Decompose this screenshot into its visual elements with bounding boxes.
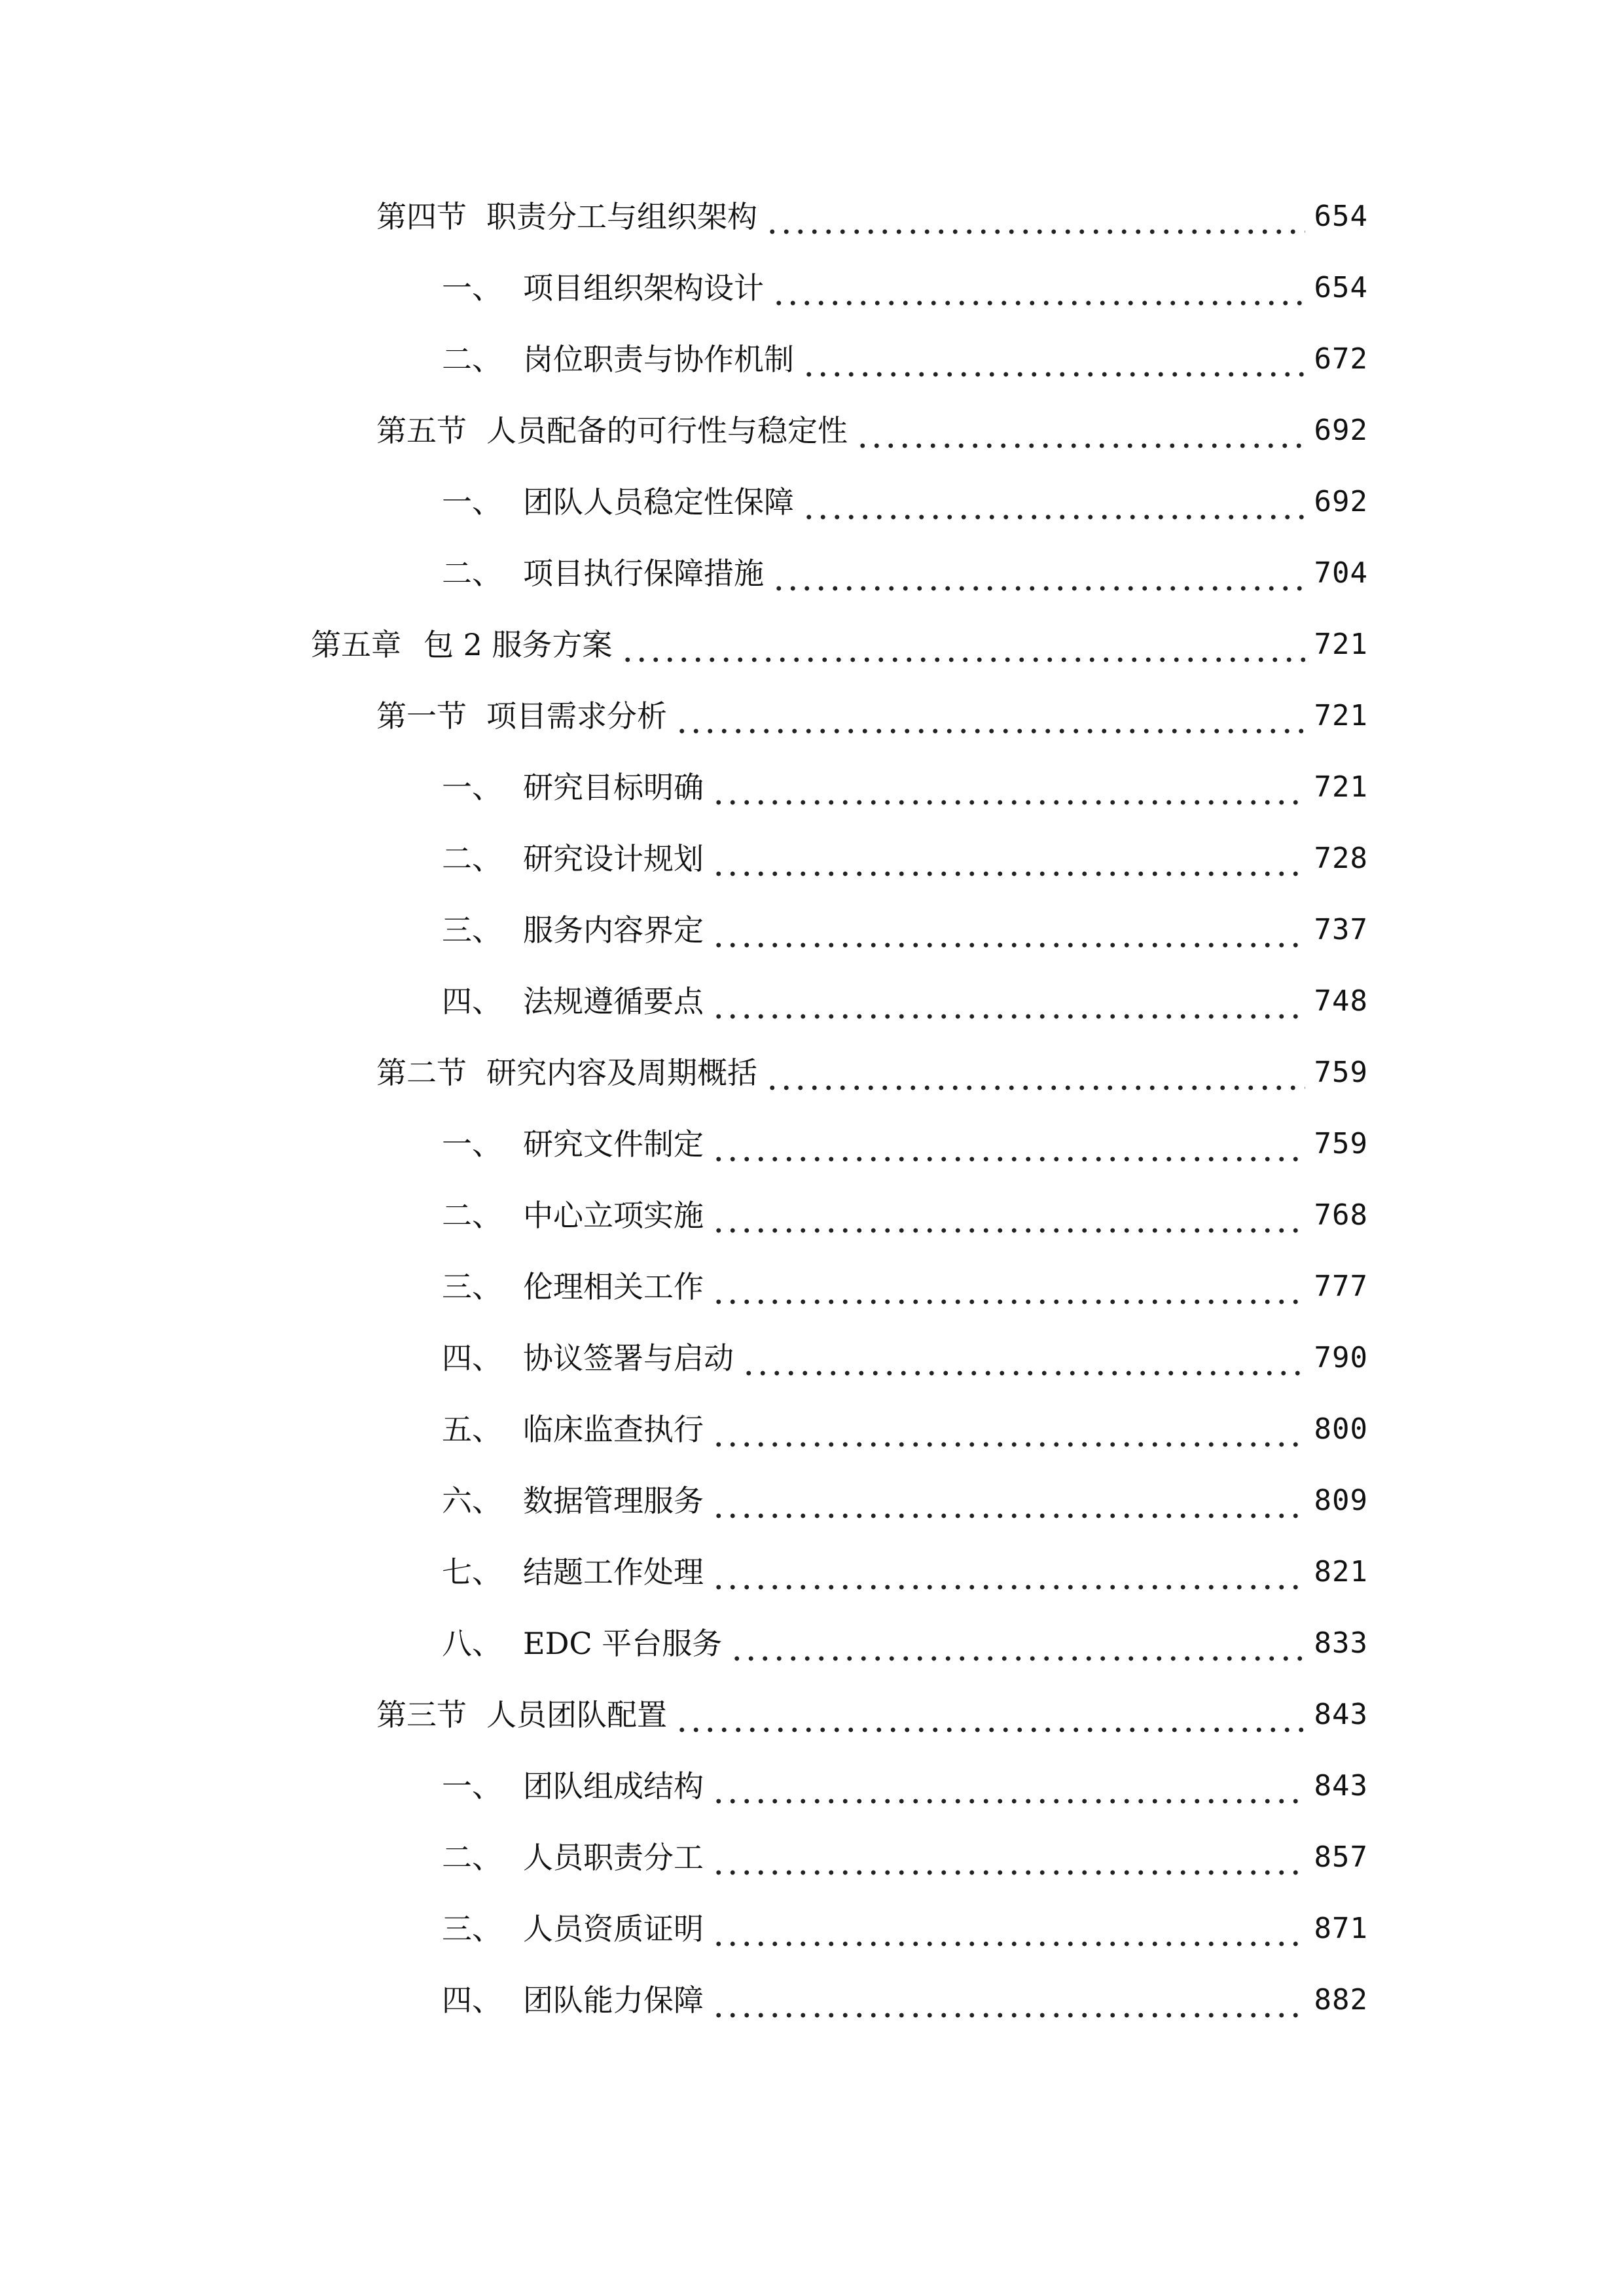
toc-entry-number: 八、 <box>442 1626 502 1661</box>
toc-entry[interactable] <box>442 910 1368 950</box>
toc-entry-page-number: 728 <box>1314 842 1368 875</box>
dot-leader <box>802 340 1305 379</box>
dot-leader <box>765 197 1305 236</box>
toc-entry-number: 一、 <box>442 270 502 306</box>
toc-entry-number: 第二节 <box>376 1055 467 1090</box>
dot-leader <box>712 1410 1305 1449</box>
dot-leader <box>712 1838 1305 1877</box>
toc-entry-title: 结题工作处理 <box>523 1554 704 1590</box>
toc-entry-page-number: 721 <box>1314 770 1368 804</box>
toc-entry-number: 第四节 <box>376 199 467 234</box>
toc-entry-page-number: 857 <box>1314 1840 1368 1874</box>
toc-entry-title: 研究设计规划 <box>523 841 704 876</box>
toc-entry[interactable] <box>442 768 1368 807</box>
toc-entry-page-number: 777 <box>1314 1270 1368 1303</box>
dot-leader <box>675 1695 1305 1734</box>
toc-entry-number: 四、 <box>442 984 502 1019</box>
dot-leader <box>712 1981 1305 2020</box>
dot-leader <box>712 910 1305 950</box>
toc-entry-number: 二、 <box>442 1198 502 1233</box>
toc-entry-title: 中心立项实施 <box>523 1198 704 1233</box>
toc-entry-page-number: 654 <box>1314 271 1368 304</box>
toc-entry-title: 人员资质证明 <box>523 1911 704 1946</box>
toc-entry-title: 伦理相关工作 <box>523 1269 704 1304</box>
toc-entry-title: 项目需求分析 <box>486 698 667 734</box>
toc-entry-number: 一、 <box>442 1768 502 1804</box>
toc-entry-title: 临床监查执行 <box>523 1412 704 1447</box>
toc-entry-page-number: 790 <box>1314 1341 1368 1374</box>
toc-entry-number: 第五章 <box>311 627 401 662</box>
toc-entry-title: 研究目标明确 <box>523 770 704 805</box>
dot-leader <box>712 768 1305 807</box>
toc-entry[interactable] <box>442 1410 1368 1449</box>
toc-entry-title: 团队能力保障 <box>523 1982 704 2018</box>
dot-leader <box>712 1909 1305 1948</box>
toc-entry-number: 第五节 <box>376 413 467 448</box>
dot-leader <box>712 982 1305 1021</box>
toc-entry[interactable] <box>442 982 1368 1021</box>
toc-entry-title: 团队人员稳定性保障 <box>523 484 794 520</box>
toc-entry-title: 法规遵循要点 <box>523 984 704 1019</box>
toc-entry-number: 二、 <box>442 1840 502 1875</box>
toc-entry-number: 三、 <box>442 912 502 948</box>
toc-entry-title: 人员配备的可行性与稳定性 <box>486 413 848 448</box>
toc-entry[interactable] <box>442 268 1368 308</box>
toc-entry-number: 七、 <box>442 1554 502 1590</box>
dot-leader <box>742 1338 1305 1378</box>
dot-leader <box>675 696 1305 736</box>
toc-entry-number: 六、 <box>442 1483 502 1518</box>
toc-entry-page-number: 768 <box>1314 1198 1368 1232</box>
toc-entry-title: 人员团队配置 <box>486 1697 667 1732</box>
toc-entry-title: 团队组成结构 <box>523 1768 704 1804</box>
toc-entry-number: 二、 <box>442 841 502 876</box>
toc-entry-number: 第三节 <box>376 1697 467 1732</box>
toc-entry-number: 二、 <box>442 556 502 591</box>
toc-entry-title: 服务内容界定 <box>523 912 704 948</box>
toc-entry[interactable] <box>442 1267 1368 1306</box>
dot-leader <box>712 1552 1305 1592</box>
toc-entry-page-number: 800 <box>1314 1412 1368 1446</box>
toc-entry-page-number: 737 <box>1314 913 1368 946</box>
toc-entry-page-number: 672 <box>1314 342 1368 376</box>
toc-entry[interactable] <box>442 839 1368 878</box>
toc-entry-number: 三、 <box>442 1269 502 1304</box>
dot-leader <box>712 1481 1305 1520</box>
toc-entry-page-number: 759 <box>1314 1127 1368 1160</box>
dot-leader <box>712 839 1305 878</box>
toc-entry[interactable] <box>442 340 1368 379</box>
toc-entry[interactable] <box>442 1196 1368 1235</box>
dot-leader <box>765 1053 1305 1092</box>
toc-entry[interactable] <box>442 554 1368 593</box>
dot-leader <box>712 1196 1305 1235</box>
toc-entry[interactable] <box>376 1053 1368 1092</box>
dot-leader <box>712 1267 1305 1306</box>
toc-entry[interactable] <box>442 1124 1368 1164</box>
toc-entry[interactable] <box>442 1624 1368 1663</box>
toc-entry-title: 岗位职责与协作机制 <box>523 342 794 377</box>
toc-entry-title: 项目执行保障措施 <box>523 556 764 591</box>
toc-entry[interactable] <box>442 1338 1368 1378</box>
toc-entry-title: 职责分工与组织架构 <box>486 199 757 234</box>
toc-entry[interactable] <box>442 1767 1368 1806</box>
toc-entry-page-number: 721 <box>1314 699 1368 732</box>
toc-entry-number: 一、 <box>442 1126 502 1162</box>
toc-entry[interactable] <box>311 625 1368 664</box>
dot-leader <box>712 1767 1305 1806</box>
toc-entry-page-number: 748 <box>1314 984 1368 1018</box>
dot-leader <box>772 268 1305 308</box>
toc-entry-number: 二、 <box>442 342 502 377</box>
toc-entry-page-number: 843 <box>1314 1769 1368 1803</box>
toc-entry-page-number: 843 <box>1314 1698 1368 1731</box>
dot-leader <box>856 411 1305 450</box>
toc-entry[interactable] <box>442 1481 1368 1520</box>
dot-leader <box>772 554 1305 593</box>
toc-entry-number: 一、 <box>442 770 502 805</box>
toc-entry-page-number: 692 <box>1314 414 1368 447</box>
toc-entry-title: 人员职责分工 <box>523 1840 704 1875</box>
toc-entry-page-number: 871 <box>1314 1912 1368 1945</box>
toc-entry-title: 研究文件制定 <box>523 1126 704 1162</box>
toc-entry[interactable] <box>376 197 1368 236</box>
toc-entry-page-number: 833 <box>1314 1626 1368 1660</box>
toc-entry-number: 第一节 <box>376 698 467 734</box>
toc-entry-page-number: 654 <box>1314 200 1368 233</box>
toc-entry-page-number: 882 <box>1314 1983 1368 2017</box>
dot-leader <box>712 1124 1305 1164</box>
toc-entry-number: 三、 <box>442 1911 502 1946</box>
toc-entry-number: 五、 <box>442 1412 502 1447</box>
toc-entry-page-number: 809 <box>1314 1484 1368 1517</box>
toc-entry-title: 协议签署与启动 <box>523 1340 734 1376</box>
toc-entry[interactable] <box>442 1909 1368 1948</box>
dot-leader <box>730 1624 1305 1663</box>
toc-entry-title: 数据管理服务 <box>523 1483 704 1518</box>
toc-entry[interactable] <box>376 1695 1368 1734</box>
toc-entry-number: 四、 <box>442 1982 502 2018</box>
toc-entry-number: 四、 <box>442 1340 502 1376</box>
toc-entry-title: 研究内容及周期概括 <box>486 1055 757 1090</box>
toc-entry-page-number: 721 <box>1314 628 1368 661</box>
toc-entry[interactable] <box>376 411 1368 450</box>
toc-entry-title: 包 2 服务方案 <box>424 627 613 662</box>
dot-leader <box>621 625 1305 664</box>
dot-leader <box>802 482 1305 522</box>
toc-entry-page-number: 821 <box>1314 1555 1368 1588</box>
toc-entry[interactable] <box>442 1552 1368 1592</box>
toc-entry-page-number: 759 <box>1314 1056 1368 1089</box>
toc-entry-page-number: 704 <box>1314 556 1368 590</box>
toc-entry-number: 一、 <box>442 484 502 520</box>
toc-entry-title: 项目组织架构设计 <box>523 270 764 306</box>
toc-entry[interactable] <box>442 1838 1368 1877</box>
toc-entry[interactable] <box>442 1981 1368 2020</box>
toc-entry[interactable] <box>442 482 1368 522</box>
toc-entry[interactable] <box>376 696 1368 736</box>
toc-entry-title: EDC 平台服务 <box>523 1626 723 1661</box>
toc-entry-page-number: 692 <box>1314 485 1368 518</box>
